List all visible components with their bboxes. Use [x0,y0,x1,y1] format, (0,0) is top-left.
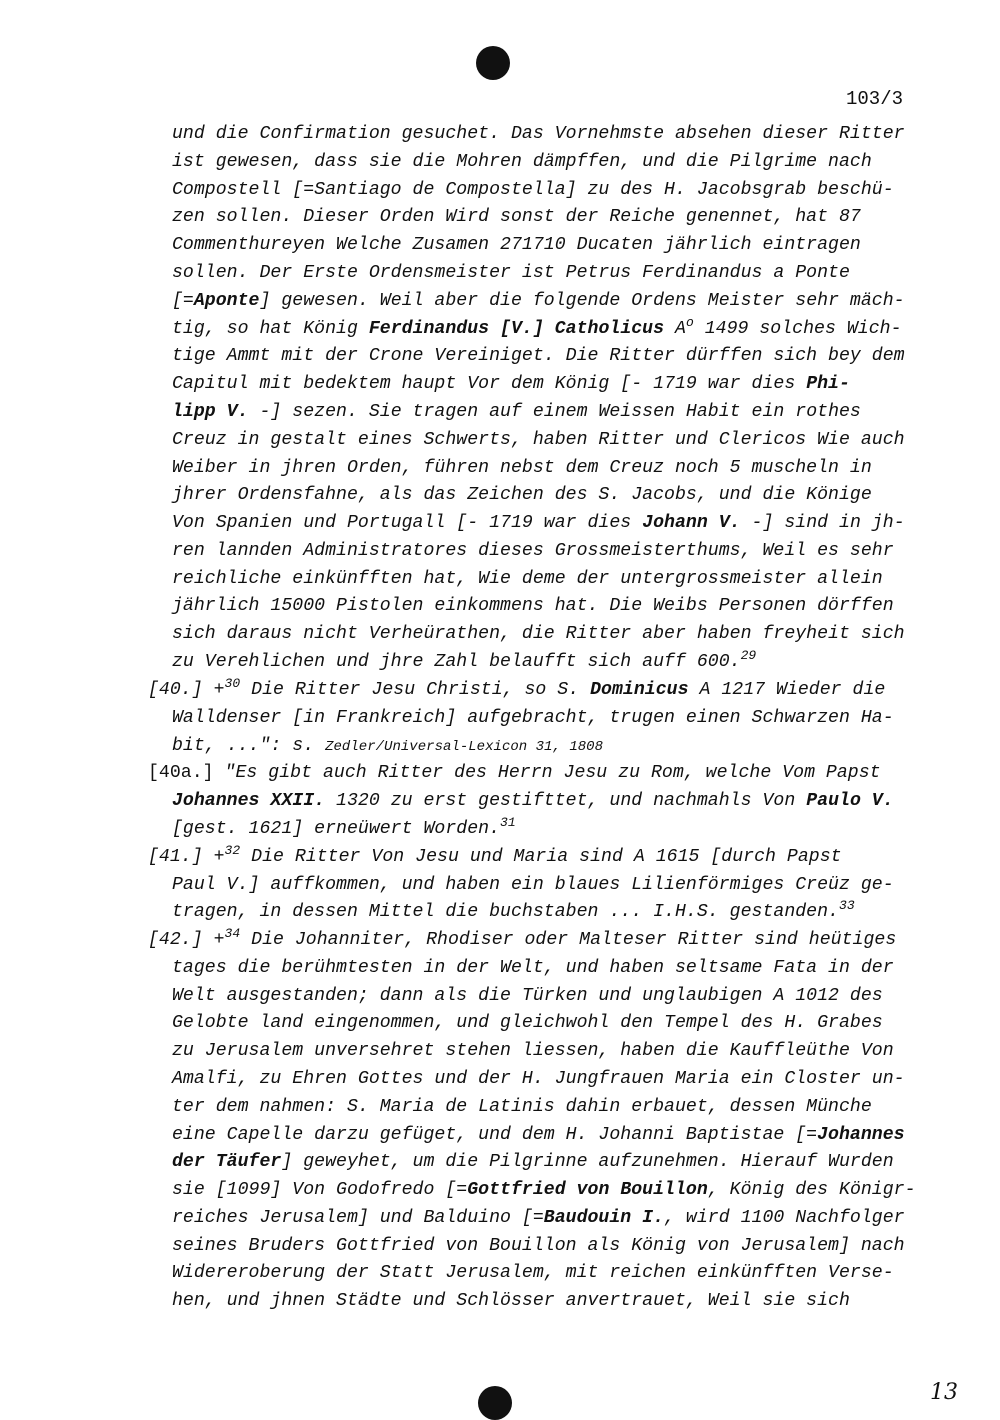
text-line: Paul V.] auffkommen, und haben ein blaues Lilienförmiges Creüz ge- [172,875,894,895]
text-line: sich daraus nicht Verheürathen, die Ritter aber haben freyheit sich [172,624,905,644]
text-line: zu Jerusalem unversehret stehen liessen, haben die Kauffleüthe Von [172,1041,894,1061]
text-line: ist gewesen, dass sie die Mohren dämpffen, und die Pilgrime nach [172,152,872,172]
text-line: reiches Jerusalem] und Balduino [=Baudouin I., wird 1100 Nachfolger [172,1208,905,1228]
text-line: Creuz in gestalt eines Schwerts, haben Ritter und Clericos Wie auch [172,430,905,450]
text-line: sie [1099] Von Godofredo [=Gottfried von Bouillon, König des Königr- [172,1180,916,1200]
text-line: Welt ausgestanden; dann als die Türken und unglaubigen A 1012 des [172,986,883,1006]
text-line: Capitul mit bedektem haupt Vor dem König [- 1719 war dies Phi- [172,374,850,394]
page-number: 103/3 [846,88,904,110]
text-line: ren lannden Administratores dieses Grossmeisterthums, Weil es sehr [172,541,894,561]
text-line: eine Capelle darzu gefüget, und dem H. Johanni Baptistae [=Johannes [172,1125,905,1145]
text-line: Weiber in jhren Orden, führen nebst dem Creuz noch 5 muscheln in [172,458,872,478]
text-line: jhrer Ordensfahne, als das Zeichen des S. Jacobs, und die Könige [172,485,872,505]
text-line: hen, und jhnen Städte und Schlösser anvertrauet, Weil sie sich [172,1291,850,1311]
text-line: Widereroberung der Statt Jerusalem, mit reichen einkünfften Verse- [172,1263,894,1283]
handwritten-folio-mark: 13 [930,1380,958,1405]
punch-hole-top [476,46,510,80]
text-line: [=Aponte] gewesen. Weil aber die folgende Ordens Meister sehr mäch- [172,291,905,311]
text-line: Commenthureyen Welche Zusamen 271710 Ducaten jährlich eintragen [172,235,861,255]
text-line: tragen, in dessen Mittel die buchstaben ... I.H.S. gestanden.$^{33}$ [172,898,855,922]
text-line: Gelobte land eingenommen, und gleichwohl den Tempel des H. Grabes [172,1013,883,1033]
text-line: jährlich 15000 Pistolen einkommens hat. Die Weibs Personen dörffen [172,596,894,616]
text-line: seines Bruders Gottfried von Bouillon als König von Jerusalem] nach [172,1236,905,1256]
text-line: Walldenser [in Frankreich] aufgebracht, trugen einen Schwarzen Ha- [172,708,894,728]
text-line: ter dem nahmen: S. Maria de Latinis dahin erbauet, dessen Münche [172,1097,872,1117]
entry-41: [41.] +$^{32}$ Die Ritter Von Jesu und Maria sind A 1615 [durch Papst [148,843,842,867]
text-line: Compostell [=Santiago de Compostella] zu des H. Jacobsgrab beschü- [172,180,894,200]
text-line: bit, ...": s. Zedler/Universal-Lexicon 31, 1808 [172,736,603,756]
source-reference: Zedler/Universal-Lexicon 31, 1808 [325,739,603,755]
text-line: der Täufer] geweyhet, um die Pilgrinne aufzunehmen. Hierauf Wurden [172,1152,894,1172]
text-line: tige Ammt mit der Crone Vereiniget. Die Ritter dürffen sich bey dem [172,346,905,366]
text-line: Johannes XXII. 1320 zu erst gestifttet, und nachmahls Von Paulo V. [172,791,894,811]
text-line: sollen. Der Erste Ordensmeister ist Petrus Ferdinandus a Ponte [172,263,850,283]
text-line: tages die berühmtesten in der Welt, und haben seltsame Fata in der [172,958,894,978]
text-line: Amalfi, zu Ehren Gottes und der H. Jungfrauen Maria ein Closter un- [172,1069,905,1089]
entry-40a: [40a.] "Es gibt auch Ritter des Herrn Jesu zu Rom, welche Vom Papst [148,763,881,783]
text-line: Von Spanien und Portugall [- 1719 war dies Johann V. -] sind in jh- [172,513,905,533]
text-line: [gest. 1621] erneüwert Worden.$^{31}$ [172,815,516,839]
text-line: und die Confirmation gesuchet. Das Vornehmste absehen dieser Ritter [172,124,905,144]
punch-hole-bottom [478,1386,512,1420]
text-line: lipp V. -] sezen. Sie tragen auf einem Weissen Habit ein rothes [172,402,861,422]
entry-42: [42.] +$^{34}$ Die Johanniter, Rhodiser oder Malteser Ritter sind heütiges [148,926,897,950]
text-line: tig, so hat König Ferdinandus [V.] Catholicus $A^o$ 1499 solches Wich- [172,315,902,339]
text-line: zen sollen. Dieser Orden Wird sonst der Reiche genennet, hat 87 [172,207,861,227]
text-line: reichliche einkünfften hat, Wie deme der untergrossmeister allein [172,569,883,589]
text-line: zu Verehlichen und jhre Zahl belaufft sich auff 600.29 [172,648,757,672]
entry-40: [40.] +$^{30}$ Die Ritter Jesu Christi, so S. Dominicus A 1217 Wieder die [148,676,886,700]
